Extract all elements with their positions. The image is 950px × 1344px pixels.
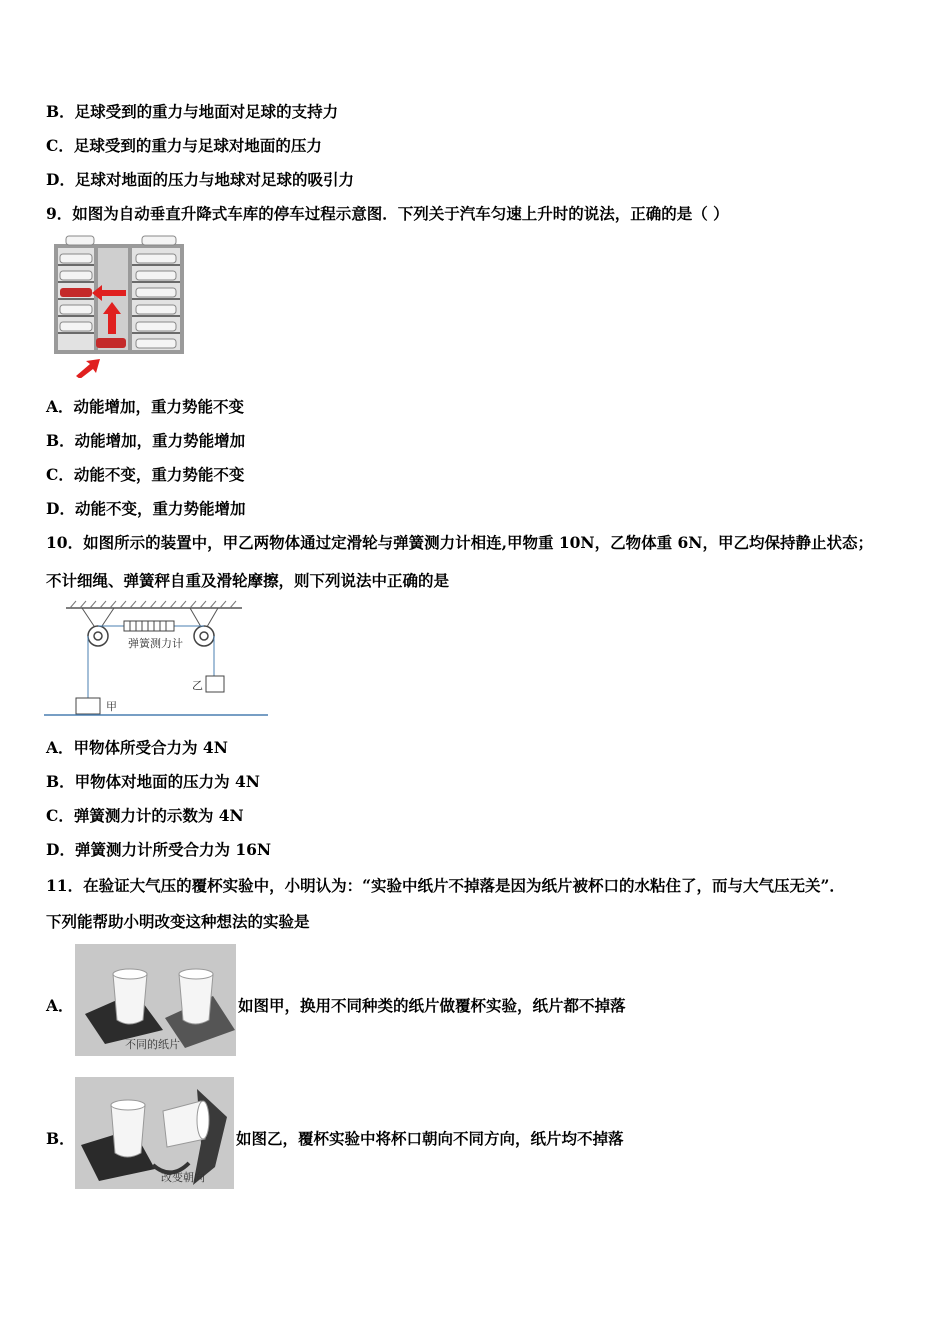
q11-stem-line1: 11．在验证大气压的覆杯实验中，小明认为：“实验中纸片不掉落是因为纸片被杯口的水粘住了，而与大气压无关”．	[46, 876, 845, 895]
q11-option-a-label: A．	[46, 996, 74, 1015]
q9-option-d: D．动能不变，重力势能增加	[46, 499, 246, 518]
q10-option-a: A．甲物体所受合力为 4N	[46, 738, 228, 757]
photo-b-caption: 改变朝向	[161, 1171, 205, 1184]
q9-option-b: B．动能增加，重力势能增加	[46, 431, 246, 450]
cup-experiment-photo-a	[75, 944, 236, 1056]
q10-option-c: C．弹簧测力计的示数为 4N	[46, 806, 244, 825]
q8-option-c: C．足球受到的重力与足球对地面的压力	[46, 136, 322, 155]
q11-option-b-label: B．	[46, 1129, 75, 1148]
parking-garage-illustration	[46, 234, 192, 378]
q10-stem-line1: 10．如图所示的装置中，甲乙两物体通过定滑轮与弹簧测力计相连,甲物重 10N，乙物体重 6N，甲乙均保持静止状态；	[46, 533, 873, 552]
q8-option-b: B．足球受到的重力与地面对足球的支持力	[46, 102, 339, 121]
q9-option-c: C．动能不变，重力势能不变	[46, 465, 245, 484]
q10-option-b: B．甲物体对地面的压力为 4N	[46, 772, 260, 791]
block-jia-label: 甲	[106, 700, 117, 713]
pulley-diagram	[44, 600, 270, 720]
spring-meter-label: 弹簧测力计	[128, 637, 183, 650]
q9-stem: 9．如图为自动垂直升降式车库的停车过程示意图．下列关于汽车匀速上升时的说法，正确的是（ ）	[46, 204, 729, 223]
q11-option-b-text: 如图乙，覆杯实验中将杯口朝向不同方向，纸片均不掉落	[236, 1129, 624, 1148]
cup-experiment-photo-b	[75, 1077, 234, 1189]
block-yi-label: 乙	[192, 679, 203, 692]
q9-option-a: A．动能增加，重力势能不变	[46, 397, 245, 416]
q11-option-a-text: 如图甲，换用不同种类的纸片做覆杯实验，纸片都不掉落	[238, 996, 626, 1015]
q10-stem-line2: 不计细绳、弹簧秤自重及滑轮摩擦，则下列说法中正确的是	[46, 571, 450, 590]
q10-option-d: D．弹簧测力计所受合力为 16N	[46, 840, 272, 859]
q11-stem-line2: 下列能帮助小明改变这种想法的实验是	[46, 912, 310, 931]
q8-option-d: D．足球对地面的压力与地球对足球的吸引力	[46, 170, 354, 189]
photo-a-caption: 不同的纸片	[125, 1038, 180, 1051]
